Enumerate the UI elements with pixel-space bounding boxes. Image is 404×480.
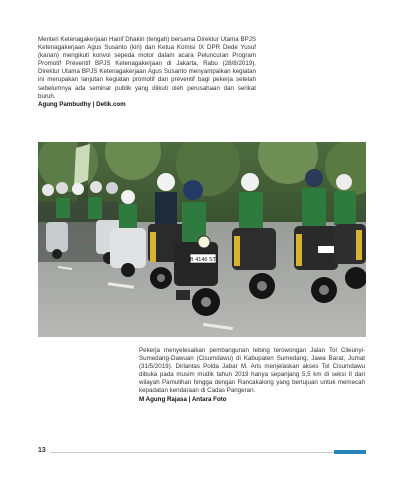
bottom-caption-text: Pekerja menyelesaikan pembangunan tebing terowongan Jalan Tol Cileunyi-Sumedang-Dawuan (Cisumdawu) di Kabupaten Sumedang, Jawa Barat, Jumat (31/5/2019). Dirlantas Polda Jabar M. Aris menjelaskan akses Tol Cisumdawu dibuka pada musim mudik tahun 2019 hanya sepanjang 5,5 km di seksi II dari wilayah Pamulihan hingga dengan Rancakalong yang bertujuan untuk memecah kepadatan kendaraan di Cadas Pangeran. [139,347,365,395]
top-caption-credit: Agung Pambudhy | Detik.com [38,100,126,108]
bottom-caption-credit: M Agung Rajasa | Antara Foto [139,395,227,403]
convoy-photo-illustration [38,142,366,337]
license-plate: B 4146 ST [190,257,216,263]
footer-divider [50,452,334,453]
convoy-photo [38,142,366,337]
top-caption [38,36,256,109]
page-number: 13 [38,447,46,454]
top-caption-text: Menteri Ketenagakerjaan Hanif Dhakiri (tengah) bersama Direktur Utama BPJS Ketenagakerjaan Agus Susanto (kiri) dan Ketua Komisi IX DPR Dede Yusuf (kanan) mengikuti konvoi sepeda motor dalam acara Peluncuran Program Promotif Preventif BPJS Ketenagakerjaan di Jakarta, Rabu (28/8/2019). Direktur Utama BPJS Ketenagakerjaan Agus Susanto menyampaikan kegiatan ini merupakan lanjutan kegiatan promotif dan preventif bagi pekerja setelah sebelumnya ada seminar publik yang diikuti oleh perusahaan dan serikat buruh. [38,36,256,100]
footer-accent-bar [334,450,366,454]
bottom-caption [139,347,365,404]
